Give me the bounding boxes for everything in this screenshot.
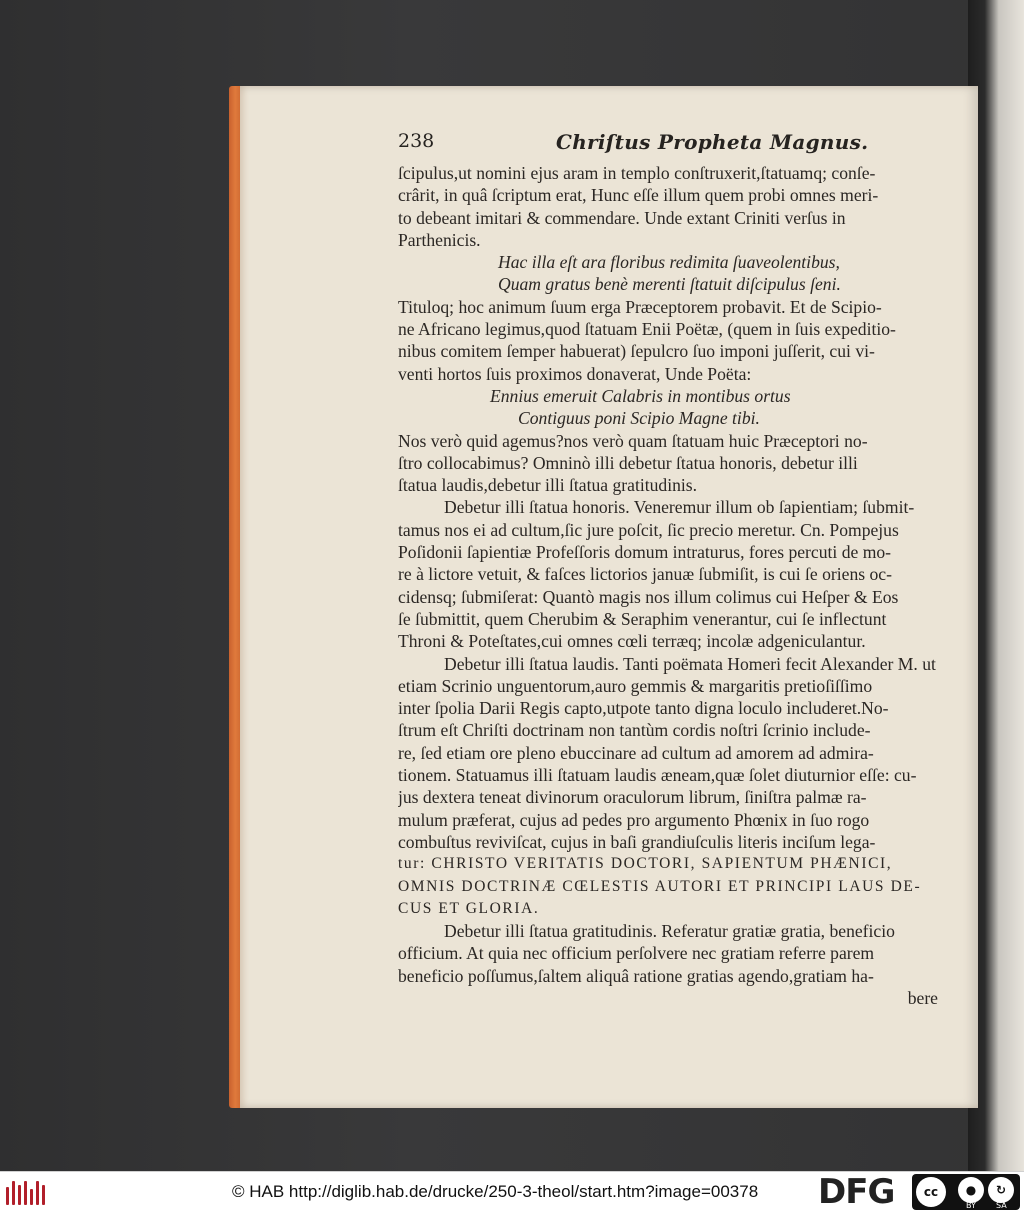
sa-share-icon: ↻ [988, 1177, 1014, 1203]
paragraph-start-line: Debetur illi ſtatua gratitudinis. Referatur gratiæ gratia, beneficio [444, 921, 895, 942]
cc-license-badge[interactable] [912, 1174, 1020, 1210]
text-line: ſtro collocabimus? Omninò illi debetur ſtatua honoris, debetur illi [398, 452, 858, 473]
text-line: tionem. Statuamus illi ſtatuam laudis æneam,quæ ſolet diuturnior eſſe: cu- [398, 765, 917, 786]
viewer-footer [0, 1171, 1024, 1212]
text-line: re à lictore vetuit, & faſces lictorios januæ ſubmiſit, is cui ſe oriens oc- [398, 564, 892, 585]
verse-line: Quam gratus benè merenti ſtatuit diſcipulus ſeni. [498, 274, 841, 295]
dfg-logo[interactable]: DFG [818, 1172, 895, 1212]
inscription-line: tur: CHRISTO VERITATIS DOCTORI, SAPIENTUM PHÆNICI, [398, 855, 893, 873]
copyright-link[interactable]: © HAB http://diglib.hab.de/drucke/250-3-theol/start.htm?image=00378 [232, 1182, 759, 1201]
verse-line: Ennius emeruit Calabris in montibus ortus [490, 385, 791, 406]
verse-line: Contiguus poni Scipio Magne tibi. [518, 408, 760, 429]
text-line: mulum præferat, cujus ad pedes pro argumento Phœnix in ſuo rogo [398, 809, 870, 830]
text-line: ſe ſubmittit, quem Cherubim & Seraphim venerantur, cui ſe inflectunt [398, 608, 887, 629]
running-title: Chriſtus Propheta Magnus. [556, 130, 869, 154]
text-line: Nos verò quid agemus?nos verò quam ſtatuam huic Præceptori no- [398, 430, 868, 451]
text-line: Throni & Poteſtates,cui omnes cœli terræq; incolæ adgeniculantur. [398, 631, 866, 652]
text-line: to debeant imitari & commendare. Unde extant Criniti verſus in [398, 207, 846, 228]
text-line: nibus comitem ſemper habuerat) ſepulcro ſuo imponi juſſerit, cui vi- [398, 341, 875, 362]
page-text-block [398, 162, 948, 1009]
text-line: Parthenicis. [398, 229, 481, 250]
cc-icon: cc [916, 1177, 946, 1207]
text-line: re, ſed etiam ore pleno ebuccinare ad cultum ad amorem ad admira- [398, 742, 874, 763]
inscription-line: OMNIS DOCTRINÆ CŒLESTIS AUTORI ET PRINCIPI LAUS DE- [398, 877, 922, 895]
cc-by-label: BY [966, 1201, 976, 1210]
catchword: bere [907, 987, 938, 1008]
text-line: combuſtus reviviſcat, cujus in baſi grandiuſculis literis inciſum lega- [398, 831, 876, 852]
text-line: crârit, in quâ ſcriptum erat, Hunc eſſe illum quem probi omnes meri- [398, 185, 879, 206]
text-line: ne Africano legimus,quod ſtatuam Enii Poëtæ, (quem in ſuis expeditio- [398, 319, 896, 340]
text-line: Poſidonii ſapientiæ Profeſſoris domum intraturus, fores percuti de mo- [398, 542, 892, 563]
text-line: jus dextera teneat divinorum oraculorum librum, ſiniſtra palmæ ra- [398, 787, 867, 808]
text-line: venti hortos ſuis proximos donaverat, Unde Poëta: [398, 363, 752, 384]
page-number: 238 [398, 130, 435, 152]
by-person-icon: ● [958, 1177, 984, 1203]
text-line: inter ſpolia Darii Regis capto,utpote tanto digna loculo includeret.No- [398, 698, 889, 719]
hab-logo-icon[interactable] [4, 1177, 48, 1207]
inscription-line: CUS ET GLORIA. [398, 899, 540, 917]
text-line: tamus nos ei ad cultum,ſic jure poſcit, ſic precio meretur. Cn. Pompejus [398, 519, 899, 540]
text-line: ſtrum eſt Chriſti doctrinam non tantùm cordis noſtri ſcrinio include- [398, 720, 871, 741]
text-line: ſcipulus,ut nomini ejus aram in templo conſtruxerit,ſtatuamq; conſe- [398, 163, 876, 183]
text-line: Tituloq; hoc animum ſuum erga Præceptorem probavit. Et de Scipio- [398, 296, 882, 317]
text-line: etiam Scrinio unguentorum,auro gemmis & margaritis pretioſiſſimo [398, 675, 873, 696]
verse-line: Hac illa eſt ara floribus redimita ſuaveolentibus, [498, 252, 840, 273]
paragraph-start-line: Debetur illi ſtatua honoris. Veneremur illum ob ſapientiam; ſubmit- [444, 497, 915, 518]
text-line: ſtatua laudis,debetur illi ſtatua gratitudinis. [398, 475, 698, 496]
page-header [398, 130, 918, 160]
text-line: officium. At quia nec officium perſolvere nec gratiam referre parem [398, 943, 875, 964]
cc-sa-label: SA [996, 1201, 1007, 1210]
text-line: cidensq; ſubmiſerat: Quantò magis nos illum colimus cui Heſper & Eos [398, 586, 899, 607]
text-line: beneficio poſſumus,ſaltem aliquâ ratione gratias agendo,gratiam ha- [398, 965, 874, 986]
paragraph-start-line: Debetur illi ſtatua laudis. Tanti poëmata Homeri fecit Alexander M. ut [444, 653, 936, 674]
